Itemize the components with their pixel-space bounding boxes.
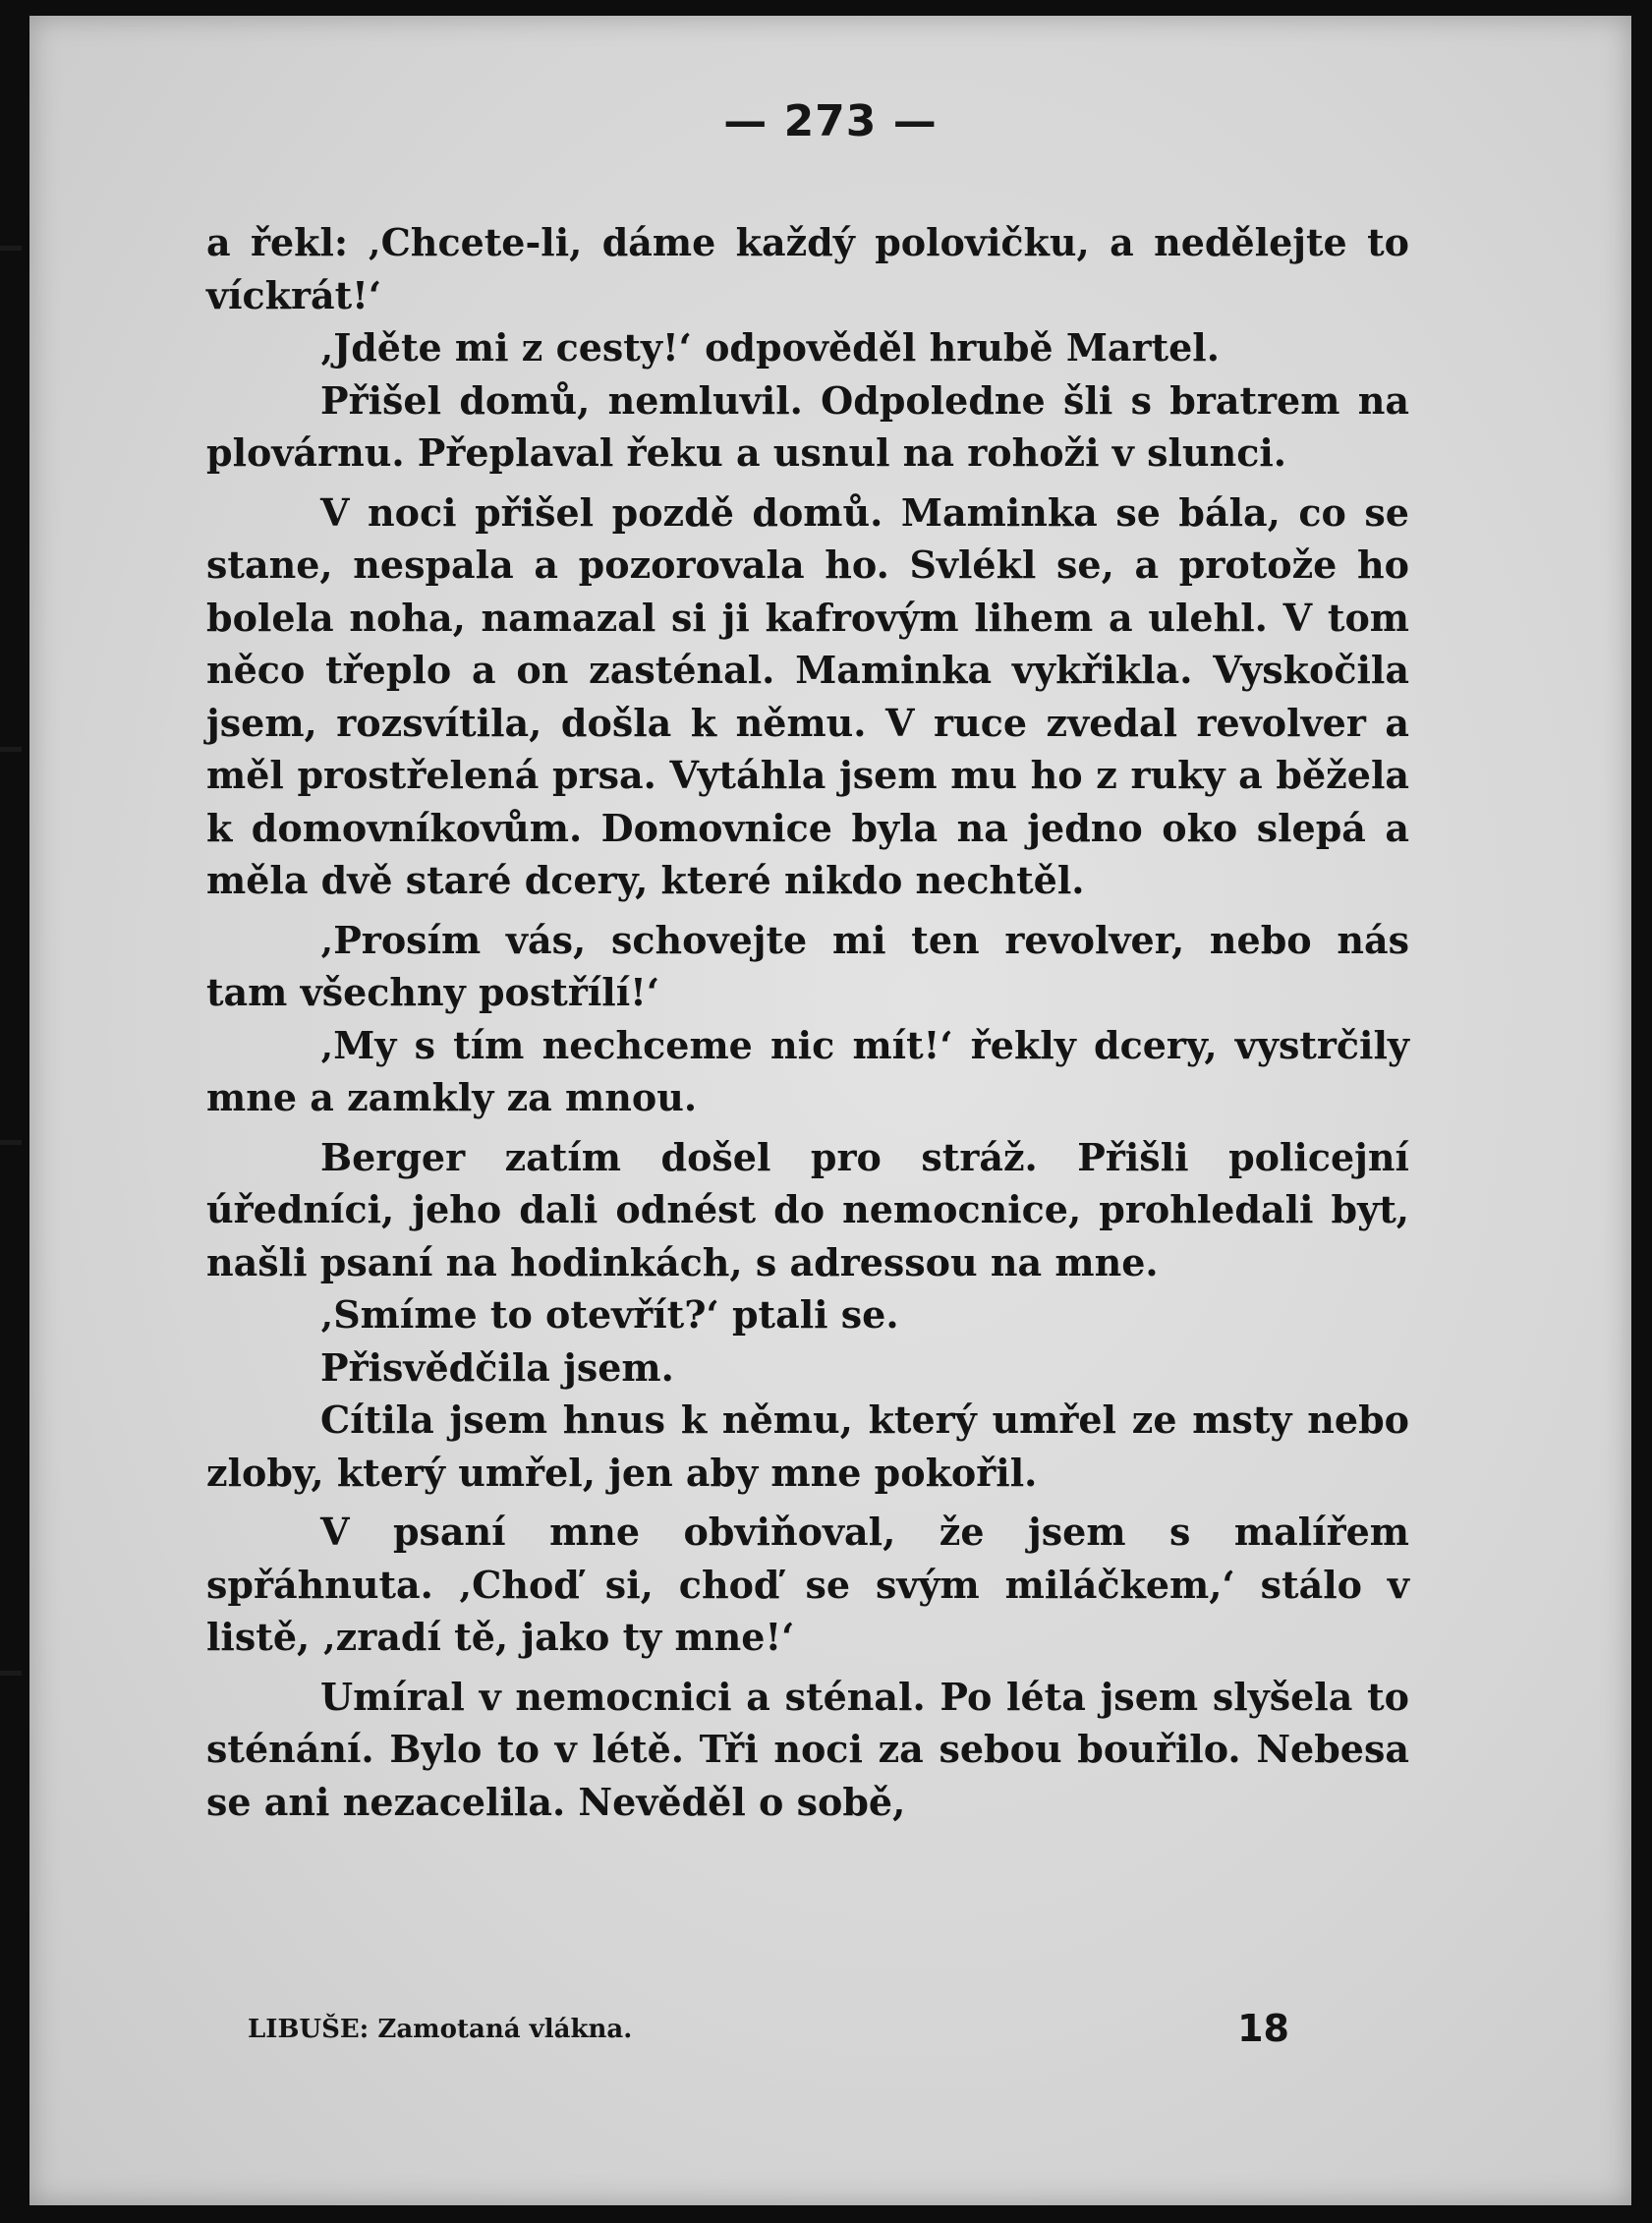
- paragraph: V psaní mne obviňoval, že jsem s malířem spřáhnuta. ‚Choď si, choď se svým miláčkem,‘ stálo v listě, ‚zradí tě, jako ty mne!‘: [206, 1510, 1409, 1659]
- binding-mark: [0, 747, 22, 752]
- paragraph: ‚Smíme to otevřít?‘ ptali se.: [320, 1292, 899, 1337]
- binding-mark: [0, 246, 22, 251]
- paragraph: ‚My s tím nechceme nic mít!‘ řekly dcery, vystrčily mne a zamkly za mnou.: [206, 1022, 1409, 1119]
- paragraph: Přišel domů, nemluvil. Odpoledne šli s bratrem na plovárnu. Přeplaval řeku a usnul na rohoži v slunci.: [206, 377, 1409, 475]
- paragraph: Cítila jsem hnus k němu, který umřel ze msty nebo zloby, který umřel, jen aby mne pokořil.: [206, 1397, 1409, 1495]
- printer-signature: 18: [1237, 2007, 1289, 2050]
- paragraph: ‚Jděte mi z cesty!‘ odpověděl hrubě Martel.: [320, 325, 1220, 370]
- paragraph: Umíral v nemocnici a sténal. Po léta jsem slyšela to sténání. Bylo to v létě. Tři noci za sebou bouřilo. Nebesa se ani nezacelila. Nevěděl o sobě,: [206, 1674, 1409, 1824]
- paragraph: Přisvědčila jsem.: [320, 1344, 674, 1390]
- book-page: [29, 16, 1631, 2205]
- footer-source: LIBUŠE: Zamotaná vlákna.: [248, 2015, 633, 2044]
- binding-mark: [0, 1140, 22, 1145]
- paragraph: Berger zatím došel pro stráž. Přišli policejní úředníci, jeho dali odnést do nemocnice, prohledali byt, našli psaní na hodinkách, s adressou na mne.: [206, 1134, 1409, 1284]
- paragraph: a řekl: ‚Chcete-li, dáme každý polovičku, a nedělejte to víckrát!‘: [206, 220, 1409, 317]
- body-text: [206, 216, 1409, 1828]
- binding-mark: [0, 1671, 22, 1676]
- page-number: — 273 —: [723, 96, 938, 146]
- paragraph: V noci přišel pozdě domů. Maminka se bála, co se stane, nespala a pozorovala ho. Svlékl se, a protože ho bolela noha, namazal si ji kafrovým lihem a ulehl. V tom něco třeplo a on zasténal. Maminka vykřikla. Vyskočila jsem, rozsvítila, došla k němu. V ruce zvedal revolver a měl prostřelená prsa. Vytáhla jsem mu ho z ruky a běžela k domovníkovům. Domovnice byla na jedno oko slepá a měla dvě staré dcery, které nikdo nechtěl.: [206, 489, 1409, 902]
- paragraph: ‚Prosím vás, schovejte mi ten revolver, nebo nás tam všechny postřílí!‘: [206, 917, 1409, 1014]
